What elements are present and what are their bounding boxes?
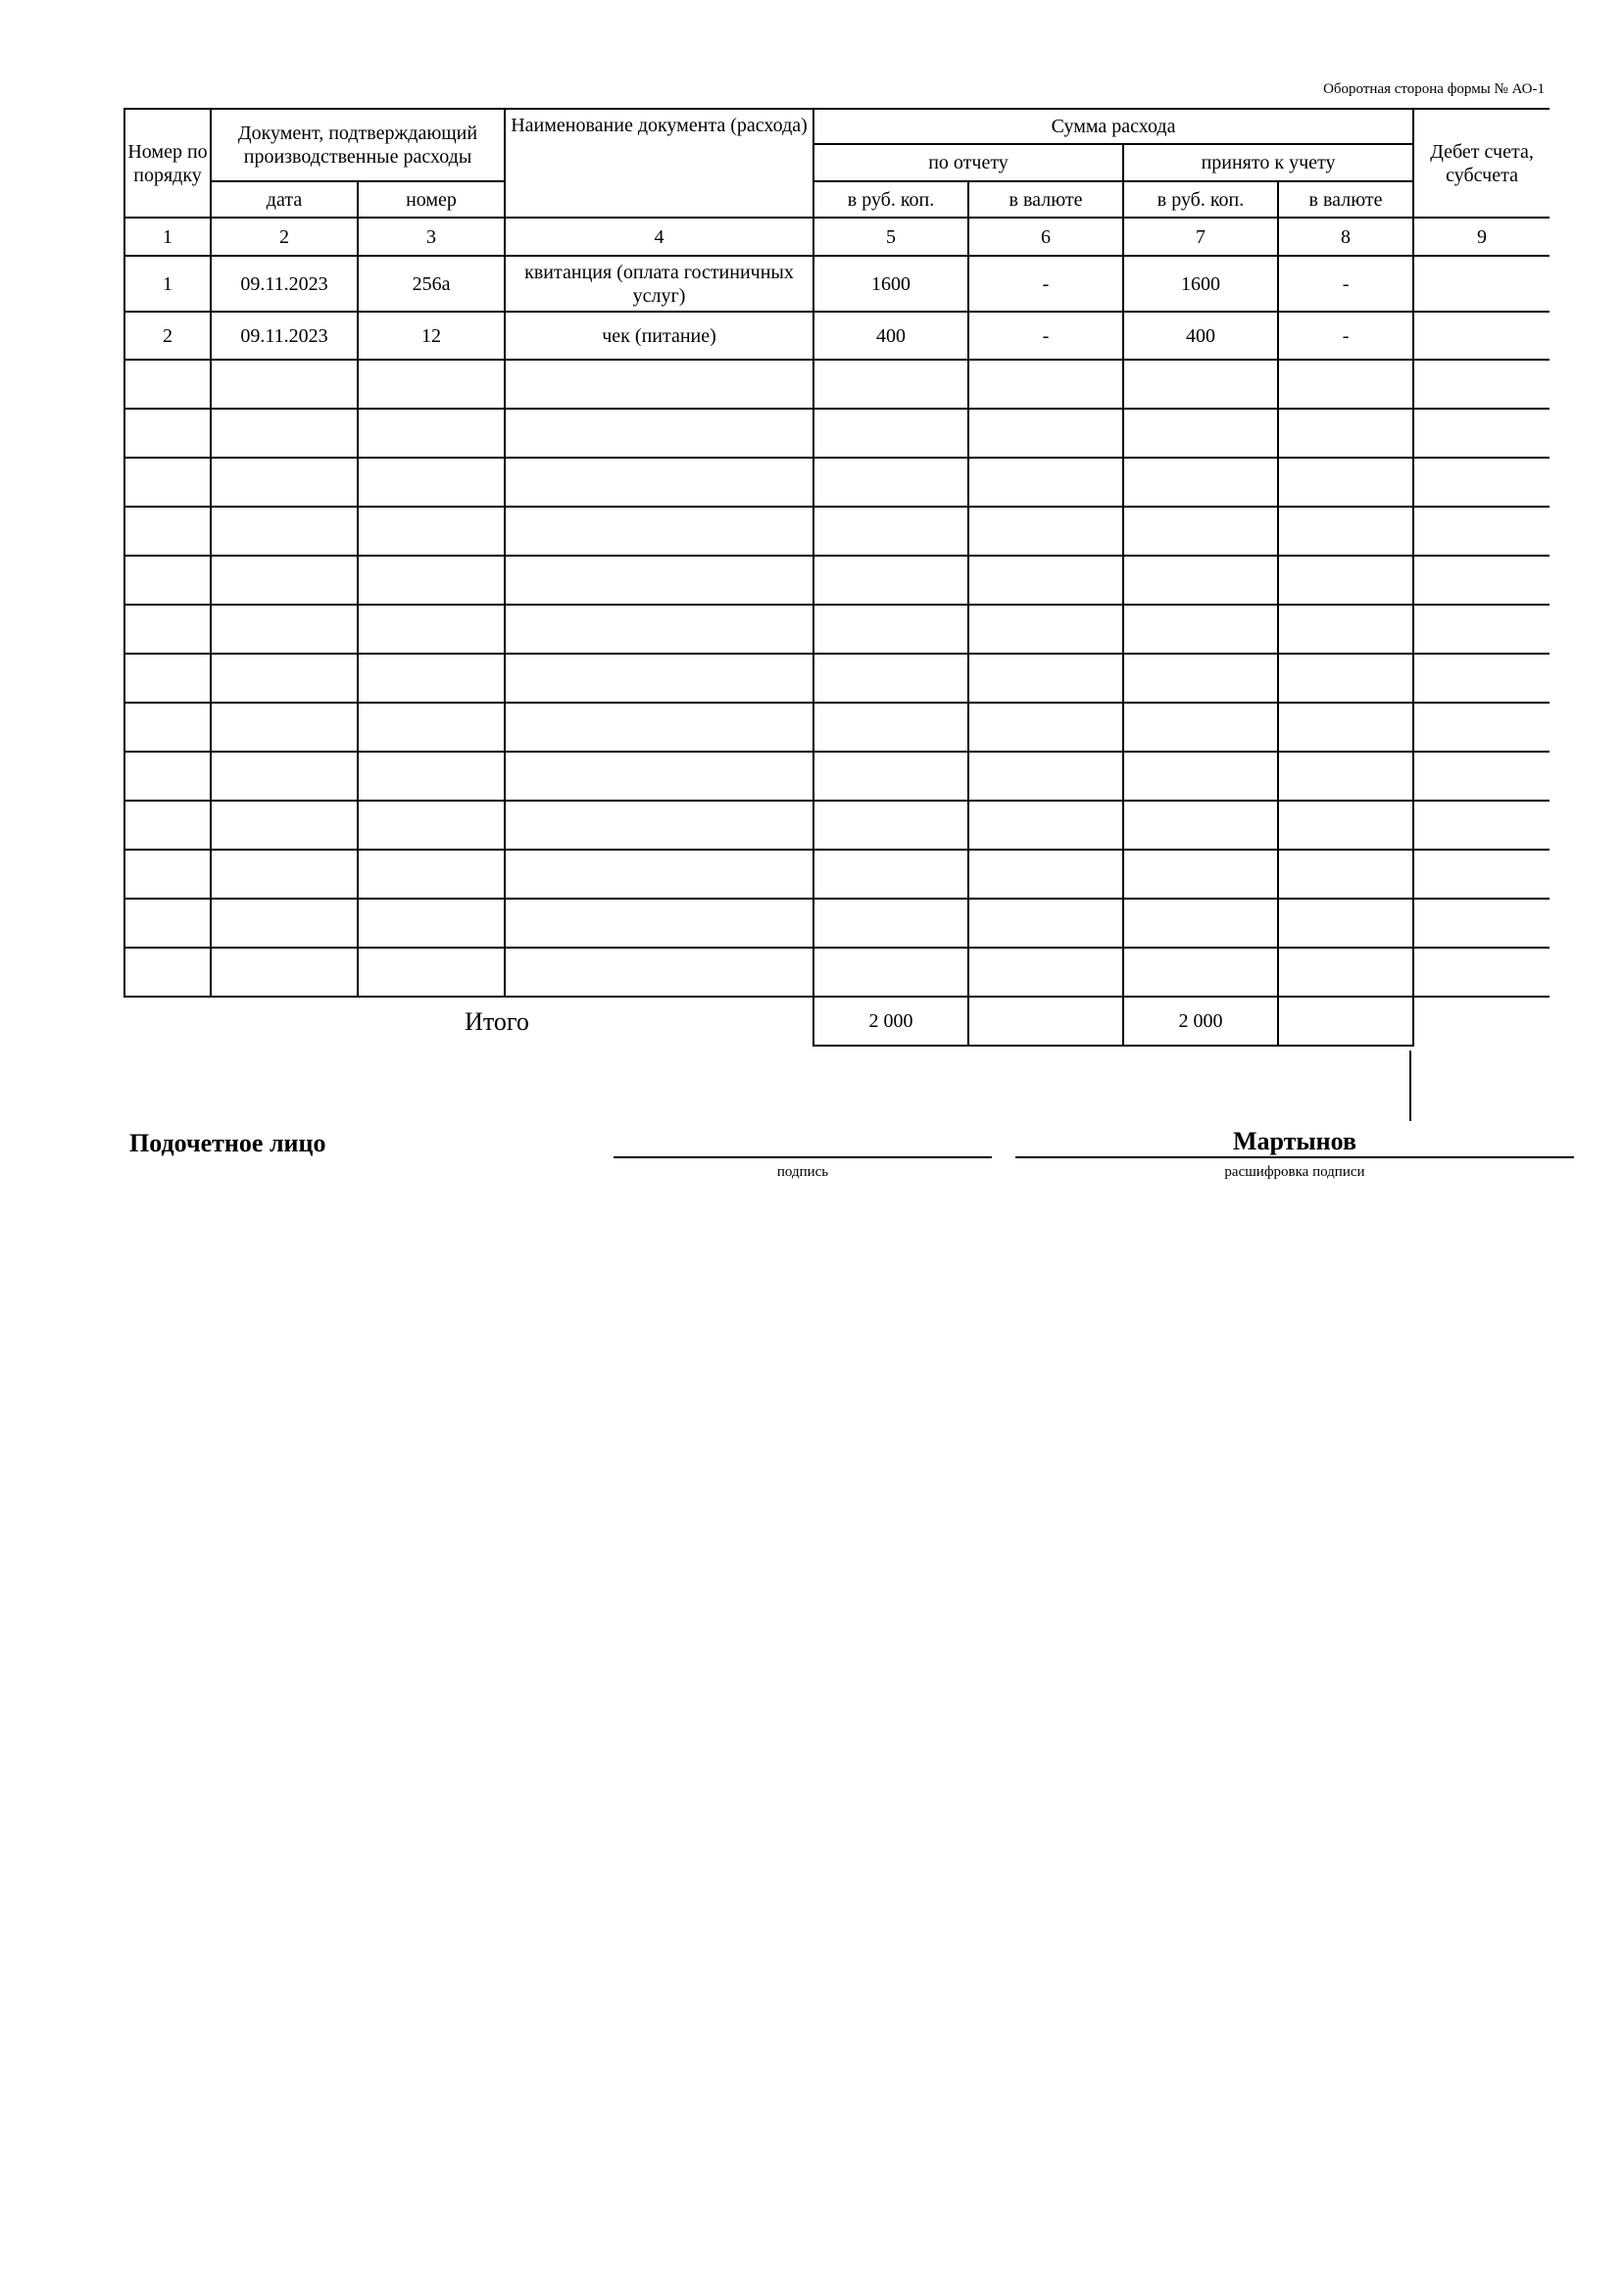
empty-cell[interactable] (358, 360, 505, 409)
row-acc-cur-cell[interactable]: - (1278, 256, 1413, 312)
empty-cell[interactable] (124, 801, 211, 850)
empty-cell[interactable] (358, 409, 505, 458)
empty-cell[interactable] (1278, 703, 1413, 752)
empty-cell[interactable] (211, 752, 358, 801)
empty-cell[interactable] (358, 605, 505, 654)
empty-cell[interactable] (1278, 458, 1413, 507)
empty-cell[interactable] (505, 703, 813, 752)
empty-cell[interactable] (124, 360, 211, 409)
empty-cell[interactable] (124, 556, 211, 605)
empty-cell[interactable] (1278, 948, 1413, 997)
header-row-1 (124, 109, 1550, 144)
empty-cell[interactable] (505, 850, 813, 899)
empty-cell[interactable] (124, 752, 211, 801)
empty-cell[interactable] (124, 654, 211, 703)
empty-cell[interactable] (1123, 948, 1278, 997)
empty-cell[interactable] (1278, 801, 1413, 850)
column-number: 7 (1123, 218, 1278, 256)
empty-cell[interactable] (1123, 556, 1278, 605)
empty-cell[interactable] (358, 507, 505, 556)
total-acc-cur[interactable] (1278, 997, 1413, 1046)
empty-cell[interactable] (1278, 409, 1413, 458)
signature-line[interactable] (614, 1156, 992, 1158)
row-acc-rub-cell[interactable]: 400 (1123, 312, 1278, 360)
empty-cell[interactable] (505, 752, 813, 801)
empty-cell[interactable] (358, 556, 505, 605)
empty-cell[interactable] (813, 507, 968, 556)
table-row (124, 312, 1550, 360)
empty-cell[interactable] (358, 458, 505, 507)
signature-decode-caption: расшифровка подписи (1224, 1164, 1365, 1180)
empty-cell[interactable] (1413, 948, 1550, 997)
empty-cell[interactable] (813, 409, 968, 458)
empty-cell[interactable] (1123, 605, 1278, 654)
empty-cell[interactable] (1278, 752, 1413, 801)
empty-cell[interactable] (1278, 899, 1413, 948)
empty-cell[interactable] (358, 899, 505, 948)
empty-cell[interactable] (1413, 752, 1550, 801)
empty-cell[interactable] (124, 605, 211, 654)
row-date-cell[interactable]: 09.11.2023 (211, 312, 358, 360)
column-number: 6 (968, 218, 1123, 256)
row-doc-number-cell[interactable]: 12 (358, 312, 505, 360)
empty-cell[interactable] (505, 458, 813, 507)
empty-cell[interactable] (124, 948, 211, 997)
empty-cell[interactable] (1123, 899, 1278, 948)
column-number: 5 (813, 218, 968, 256)
signature-caption: подпись (776, 1164, 829, 1180)
empty-cell[interactable] (211, 556, 358, 605)
empty-cell[interactable] (813, 360, 968, 409)
header-cur-2: в валюте (1278, 181, 1413, 218)
row-acc-rub-cell[interactable]: 1600 (1123, 256, 1278, 312)
empty-cell[interactable] (358, 752, 505, 801)
header-rub-2: в руб. коп. (1123, 181, 1278, 218)
header-amount: Сумма расхода (813, 109, 1413, 144)
empty-cell[interactable] (358, 703, 505, 752)
total-label: Итого (465, 1006, 529, 1036)
empty-cell[interactable] (211, 458, 358, 507)
empty-cell[interactable] (211, 409, 358, 458)
row-date-cell[interactable]: 09.11.2023 (211, 256, 358, 312)
empty-cell[interactable] (1413, 654, 1550, 703)
total-cur[interactable] (968, 997, 1123, 1046)
empty-cell[interactable] (505, 605, 813, 654)
empty-cell[interactable] (1123, 507, 1278, 556)
total-rub[interactable]: 2 000 (813, 997, 968, 1046)
empty-table-row (124, 948, 1550, 997)
total-acc-rub[interactable]: 2 000 (1123, 997, 1278, 1046)
empty-cell[interactable] (1278, 556, 1413, 605)
expense-table (123, 108, 1550, 1047)
empty-cell[interactable] (813, 899, 968, 948)
header-accepted: принято к учету (1123, 144, 1413, 181)
total-row (124, 997, 1550, 1046)
expense-table-container (123, 108, 1549, 1047)
row-doc-number-cell[interactable]: 256а (358, 256, 505, 312)
row-rub-cell[interactable]: 400 (813, 312, 968, 360)
header-number: Номер по порядку (124, 109, 211, 218)
empty-cell[interactable] (211, 703, 358, 752)
empty-cell[interactable] (124, 458, 211, 507)
empty-cell[interactable] (211, 507, 358, 556)
empty-cell[interactable] (968, 556, 1123, 605)
empty-cell[interactable] (505, 409, 813, 458)
empty-cell[interactable] (124, 507, 211, 556)
header-rub-1: в руб. коп. (813, 181, 968, 218)
row-cur-cell[interactable]: - (968, 312, 1123, 360)
empty-cell[interactable] (1278, 654, 1413, 703)
empty-cell[interactable] (1123, 654, 1278, 703)
empty-cell[interactable] (124, 850, 211, 899)
empty-cell[interactable] (813, 703, 968, 752)
empty-cell[interactable] (1278, 850, 1413, 899)
empty-cell[interactable] (968, 899, 1123, 948)
empty-cell[interactable] (358, 801, 505, 850)
empty-cell[interactable] (211, 801, 358, 850)
row-name-cell[interactable]: квитанция (оплата гостиничных услуг) (505, 256, 813, 312)
empty-cell[interactable] (813, 850, 968, 899)
header-by-report: по отчету (813, 144, 1123, 181)
empty-table-row (124, 556, 1550, 605)
empty-cell[interactable] (505, 654, 813, 703)
empty-cell[interactable] (211, 605, 358, 654)
empty-cell[interactable] (1413, 507, 1550, 556)
empty-cell[interactable] (124, 899, 211, 948)
empty-cell[interactable] (813, 458, 968, 507)
row-debit-cell[interactable] (1413, 312, 1550, 360)
empty-table-row (124, 458, 1550, 507)
empty-cell[interactable] (813, 948, 968, 997)
empty-table-row (124, 703, 1550, 752)
empty-cell[interactable] (1413, 850, 1550, 899)
empty-cell[interactable] (1413, 703, 1550, 752)
empty-table-row (124, 360, 1550, 409)
row-name-cell[interactable]: чек (питание) (505, 312, 813, 360)
empty-cell[interactable] (968, 458, 1123, 507)
empty-cell[interactable] (968, 507, 1123, 556)
row-number-cell[interactable]: 2 (124, 312, 211, 360)
header-debit: Дебет счета, субсчета (1413, 109, 1550, 218)
empty-cell[interactable] (1123, 801, 1278, 850)
empty-cell[interactable] (1413, 605, 1550, 654)
empty-table-row (124, 409, 1550, 458)
empty-cell[interactable] (1413, 458, 1550, 507)
empty-cell[interactable] (968, 654, 1123, 703)
empty-cell[interactable] (211, 850, 358, 899)
empty-cell[interactable] (505, 507, 813, 556)
column-number: 9 (1413, 218, 1550, 256)
header-date: дата (211, 181, 358, 218)
empty-cell[interactable] (1413, 556, 1550, 605)
table-row (124, 256, 1550, 312)
column-number: 4 (505, 218, 813, 256)
empty-cell[interactable] (968, 409, 1123, 458)
empty-cell[interactable] (211, 948, 358, 997)
header-name: Наименование документа (расхода) (505, 109, 813, 218)
column-number: 8 (1278, 218, 1413, 256)
header-doc-number: номер (358, 181, 505, 218)
accountable-person-label: Подочетное лицо (129, 1129, 326, 1157)
column-number: 3 (358, 218, 505, 256)
empty-cell[interactable] (1413, 801, 1550, 850)
empty-cell[interactable] (211, 899, 358, 948)
empty-cell[interactable] (358, 948, 505, 997)
empty-cell[interactable] (505, 899, 813, 948)
empty-cell[interactable] (1123, 752, 1278, 801)
row-rub-cell[interactable]: 1600 (813, 256, 968, 312)
signature-decode-line (1015, 1156, 1574, 1158)
empty-table-row (124, 507, 1550, 556)
empty-cell[interactable] (124, 703, 211, 752)
header-row-3 (124, 181, 1550, 218)
empty-cell[interactable] (968, 360, 1123, 409)
empty-cell[interactable] (968, 801, 1123, 850)
empty-cell[interactable] (1413, 409, 1550, 458)
empty-cell[interactable] (211, 360, 358, 409)
empty-cell[interactable] (1413, 899, 1550, 948)
header-cur-1: в валюте (968, 181, 1123, 218)
empty-cell[interactable] (211, 654, 358, 703)
row-acc-cur-cell[interactable]: - (1278, 312, 1413, 360)
signature-decode-value[interactable]: Мартынов (1232, 1127, 1357, 1155)
empty-cell[interactable] (1123, 409, 1278, 458)
column-number: 2 (211, 218, 358, 256)
total-debit (1413, 997, 1550, 1046)
empty-cell[interactable] (1278, 507, 1413, 556)
empty-cell[interactable] (1123, 458, 1278, 507)
form-title: Оборотная сторона формы № АО-1 (1323, 81, 1545, 97)
empty-cell[interactable] (1123, 703, 1278, 752)
empty-table-row (124, 605, 1550, 654)
header-document: Документ, подтверждающий производственные расходы (211, 109, 505, 181)
empty-table-row (124, 850, 1550, 899)
empty-cell[interactable] (358, 654, 505, 703)
empty-cell[interactable] (505, 360, 813, 409)
empty-cell[interactable] (813, 654, 968, 703)
empty-cell[interactable] (1278, 605, 1413, 654)
column-number: 1 (124, 218, 211, 256)
row-cur-cell[interactable]: - (968, 256, 1123, 312)
row-debit-cell[interactable] (1413, 256, 1550, 312)
empty-cell[interactable] (1278, 360, 1413, 409)
empty-table-row (124, 654, 1550, 703)
debit-column-stub-line (1409, 1050, 1411, 1121)
empty-cell[interactable] (505, 948, 813, 997)
empty-cell[interactable] (968, 703, 1123, 752)
empty-cell[interactable] (358, 850, 505, 899)
empty-cell[interactable] (813, 752, 968, 801)
empty-cell[interactable] (968, 948, 1123, 997)
empty-cell[interactable] (505, 556, 813, 605)
empty-cell[interactable] (968, 605, 1123, 654)
empty-cell[interactable] (505, 801, 813, 850)
empty-table-row (124, 899, 1550, 948)
empty-cell[interactable] (968, 752, 1123, 801)
empty-cell[interactable] (813, 801, 968, 850)
empty-cell[interactable] (1413, 360, 1550, 409)
empty-cell[interactable] (813, 556, 968, 605)
empty-cell[interactable] (813, 605, 968, 654)
column-number-row (124, 218, 1550, 256)
empty-cell[interactable] (1123, 360, 1278, 409)
empty-cell[interactable] (1123, 850, 1278, 899)
empty-cell[interactable] (124, 409, 211, 458)
empty-table-row (124, 801, 1550, 850)
empty-cell[interactable] (968, 850, 1123, 899)
empty-table-row (124, 752, 1550, 801)
row-number-cell[interactable]: 1 (124, 256, 211, 312)
